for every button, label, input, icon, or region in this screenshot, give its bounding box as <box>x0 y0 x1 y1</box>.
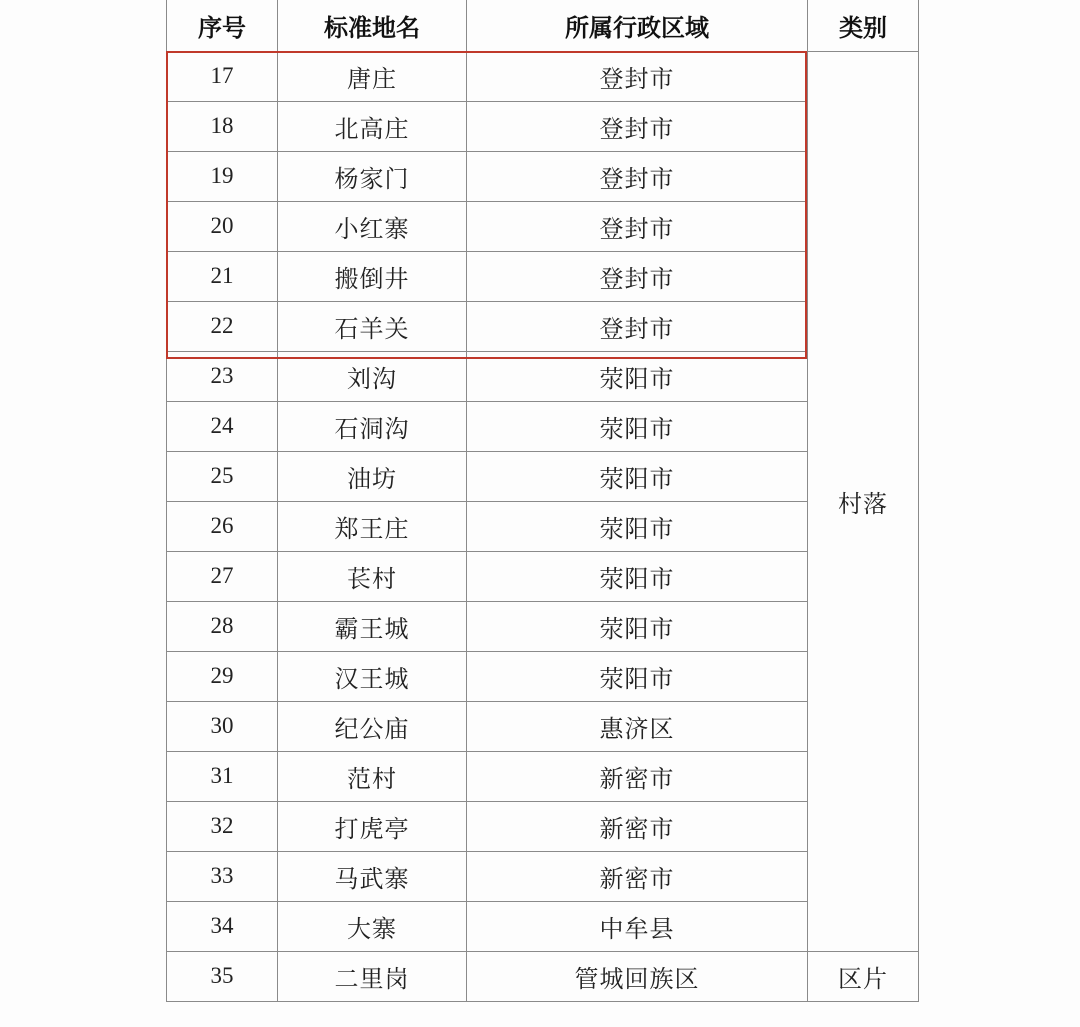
cell-place-name: 汉王城 <box>278 651 467 701</box>
table-row <box>167 151 919 201</box>
header-name: 标准地名 <box>278 0 467 51</box>
cell-region: 荥阳市 <box>467 351 808 401</box>
cell-seq: 31 <box>167 751 278 801</box>
cell-place-name: 石羊关 <box>278 301 467 351</box>
cell-seq: 20 <box>167 201 278 251</box>
cell-place-name: 二里岗 <box>278 951 467 1001</box>
cell-region: 登封市 <box>467 151 808 201</box>
cell-place-name: 纪公庙 <box>278 701 467 751</box>
table-row <box>167 851 919 901</box>
cell-place-name: 刘沟 <box>278 351 467 401</box>
table-row <box>167 251 919 301</box>
header-category: 类别 <box>808 0 919 51</box>
table-row <box>167 951 919 1001</box>
cell-seq: 26 <box>167 501 278 551</box>
cell-region: 登封市 <box>467 301 808 351</box>
header-seq: 序号 <box>167 0 278 51</box>
table-row <box>167 51 919 101</box>
cell-region: 荥阳市 <box>467 401 808 451</box>
table-row <box>167 401 919 451</box>
cell-region: 荥阳市 <box>467 451 808 501</box>
cell-seq: 25 <box>167 451 278 501</box>
cell-region: 新密市 <box>467 851 808 901</box>
cell-seq: 18 <box>167 101 278 151</box>
cell-region: 中牟县 <box>467 901 808 951</box>
cell-seq: 35 <box>167 951 278 1001</box>
header-region: 所属行政区域 <box>467 0 808 51</box>
cell-category-village: 村落 <box>808 51 919 951</box>
cell-seq: 30 <box>167 701 278 751</box>
table-row <box>167 501 919 551</box>
cell-place-name: 石洞沟 <box>278 401 467 451</box>
cell-place-name: 苌村 <box>278 551 467 601</box>
table-row <box>167 651 919 701</box>
cell-place-name: 郑王庄 <box>278 501 467 551</box>
cell-place-name: 霸王城 <box>278 601 467 651</box>
cell-seq: 17 <box>167 51 278 101</box>
cell-region: 荥阳市 <box>467 501 808 551</box>
cell-region: 新密市 <box>467 801 808 851</box>
cell-place-name: 北高庄 <box>278 101 467 151</box>
cell-seq: 24 <box>167 401 278 451</box>
table-row <box>167 201 919 251</box>
cell-place-name: 范村 <box>278 751 467 801</box>
cell-region: 荥阳市 <box>467 551 808 601</box>
cell-place-name: 搬倒井 <box>278 251 467 301</box>
place-names-table <box>166 0 919 1002</box>
cell-place-name: 唐庄 <box>278 51 467 101</box>
cell-place-name: 杨家门 <box>278 151 467 201</box>
cell-seq: 27 <box>167 551 278 601</box>
cell-region: 惠济区 <box>467 701 808 751</box>
table-header-row <box>167 0 919 51</box>
table-body <box>167 51 919 1001</box>
table-row <box>167 751 919 801</box>
cell-region: 新密市 <box>467 751 808 801</box>
table-row <box>167 301 919 351</box>
cell-region: 荥阳市 <box>467 651 808 701</box>
cell-region: 登封市 <box>467 101 808 151</box>
table-row <box>167 901 919 951</box>
cell-place-name: 马武寨 <box>278 851 467 901</box>
table-row <box>167 701 919 751</box>
cell-region: 管城回族区 <box>467 951 808 1001</box>
cell-region: 登封市 <box>467 51 808 101</box>
table-row <box>167 351 919 401</box>
cell-seq: 21 <box>167 251 278 301</box>
cell-seq: 34 <box>167 901 278 951</box>
cell-seq: 22 <box>167 301 278 351</box>
cell-seq: 28 <box>167 601 278 651</box>
cell-seq: 23 <box>167 351 278 401</box>
cell-region: 登封市 <box>467 251 808 301</box>
cell-place-name: 油坊 <box>278 451 467 501</box>
table-row <box>167 451 919 501</box>
cell-place-name: 小红寨 <box>278 201 467 251</box>
table-row <box>167 601 919 651</box>
cell-category-district: 区片 <box>808 951 919 1001</box>
table-row <box>167 801 919 851</box>
cell-seq: 19 <box>167 151 278 201</box>
table-row <box>167 101 919 151</box>
cell-place-name: 打虎亭 <box>278 801 467 851</box>
cell-seq: 32 <box>167 801 278 851</box>
cell-place-name: 大寨 <box>278 901 467 951</box>
cell-region: 荥阳市 <box>467 601 808 651</box>
cell-region: 登封市 <box>467 201 808 251</box>
table-row <box>167 551 919 601</box>
cell-seq: 33 <box>167 851 278 901</box>
cell-seq: 29 <box>167 651 278 701</box>
